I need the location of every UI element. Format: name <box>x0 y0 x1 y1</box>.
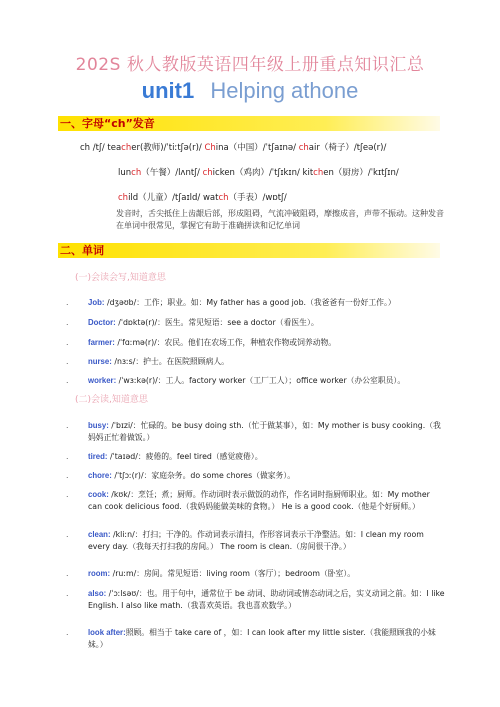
subheading-read-write: (一)会读会写,知道意思 <box>75 273 166 283</box>
phonics-word <box>107 143 204 153</box>
pronunciation-note: 发音时，舌尖抵住上齿龈后部，形成阻碍，气流冲破阻碍，摩擦成音，声带不振动。这种发音在单词中很常见，掌握它有助于准确拼读和记忆单词 <box>116 209 444 230</box>
vocab-definition: /ruːm/：房间。常见短语：living room（客厅）；bedroom（卧室）。 <box>110 569 356 578</box>
bullet: . <box>66 452 69 461</box>
document-title: 202S 秋人教版英语四年级上册重点知识汇总 <box>75 55 425 75</box>
phonics-line-3 <box>118 191 287 203</box>
bullet: . <box>66 569 69 578</box>
entry-text <box>88 489 446 512</box>
word-entry <box>66 588 446 611</box>
phonics-text: en（厨房）/ˈkɪtʃɪn/ <box>323 168 399 178</box>
vocab-definition: 照顾。相当于 take care of ，如：I can look after my little sister.（我能照顾我的小妹妹。） <box>88 628 436 649</box>
phonics-ch-highlight: ch <box>218 193 229 203</box>
phonics-ch-highlight: ch <box>118 193 129 203</box>
entry-text <box>88 356 446 368</box>
vocab-word: tired: <box>88 452 108 461</box>
entry-text <box>88 375 446 387</box>
phonics-line-2 <box>118 166 399 178</box>
bullet: . <box>66 357 69 366</box>
vocab-word: chore: <box>88 471 112 480</box>
vocab-word: worker: <box>88 376 117 385</box>
vocab-definition: /nɜːs/：护士。在医院照顾病人。 <box>111 357 229 366</box>
phonics-text: ch /tʃ/ <box>80 143 108 153</box>
phonics-word <box>299 143 387 153</box>
phonics-word <box>80 143 107 153</box>
word-entry <box>66 337 446 349</box>
bullet: . <box>66 338 69 347</box>
phonics-text: （手表）/wɒtʃ/ <box>228 193 287 203</box>
phonics-word <box>204 143 298 153</box>
vocab-definition: /kliːn/：打扫；干净的。作动词表示清扫，作形容词表示干净整洁。如：I clean my room every day.（我每天打扫我的房间。） The room is clean.（房间很干净。） <box>88 530 424 551</box>
word-entry <box>66 420 446 443</box>
phonics-text: er(教师)/ˈtiːtʃə(r)/ <box>131 143 205 153</box>
vocab-definition: /ˈdɒktə(r)/：医生。常见短语：see a doctor（看医生）。 <box>115 318 319 327</box>
entry-text <box>88 588 446 611</box>
entry-text <box>88 470 446 482</box>
section-heading-ch: 一、字母“ch”发音 <box>58 116 440 131</box>
word-entry <box>66 568 446 580</box>
vocab-word: nurse: <box>88 357 112 366</box>
section-heading-words: 二、单词 <box>58 243 440 258</box>
bullet: . <box>66 421 69 430</box>
vocab-definition: /ˈtaɪəd/：疲倦的。feel tired（感觉疲倦）。 <box>107 452 263 461</box>
unit-name: Helping athone <box>210 78 359 103</box>
word-entry <box>66 489 446 512</box>
word-entry <box>66 297 446 309</box>
entry-text <box>88 337 446 349</box>
entry-text <box>88 529 446 552</box>
word-entry <box>66 375 446 387</box>
bullet: . <box>66 589 69 598</box>
phonics-text: icken（鸡肉）/ˈtʃɪkɪn/ <box>212 168 303 178</box>
vocab-word: clean: <box>88 530 111 539</box>
phonics-ch-highlight: ch <box>298 143 309 153</box>
bullet: . <box>66 376 69 385</box>
entry-text <box>88 451 446 463</box>
vocab-word: cook: <box>88 490 109 499</box>
entry-text <box>88 568 446 580</box>
unit-label: unit1 <box>141 78 195 103</box>
vocab-word: room: <box>88 569 111 578</box>
vocab-word: also: <box>88 589 107 598</box>
phonics-text: （午餐）/lʌntʃ/ <box>141 168 203 178</box>
phonics-ch-highlight: ch <box>202 168 213 178</box>
phonics-word <box>118 168 203 178</box>
phonics-line-1 <box>80 141 386 153</box>
subheading-read: (二)会读,知道意思 <box>75 395 148 405</box>
bullet: . <box>66 471 69 480</box>
phonics-ch-highlight: ch <box>131 168 142 178</box>
word-entry <box>66 451 446 463</box>
word-entry <box>66 356 446 368</box>
vocab-word: Job: <box>88 298 105 307</box>
vocab-definition: /kʊk/：烹饪；煮；厨师。作动词时表示做饭的动作，作名词时指厨师职业。如：My mother can cook delicious food.（我妈妈能做美味的食物。） He is a good cook.（他是个好厨师。） <box>88 490 430 511</box>
vocab-word: look after: <box>88 628 126 637</box>
vocab-definition: /ˈɔːlsəʊ/：也。用于句中，通常位于 be 动词、助动词或情态动词之后，实义动词之前。如：I like English. I also like math.（我喜欢英语。我也喜欢数学。） <box>88 589 445 610</box>
entry-text <box>88 627 446 650</box>
phonics-word <box>118 193 203 203</box>
word-entry <box>66 317 446 329</box>
vocab-word: busy: <box>88 421 109 430</box>
phonics-text: kit <box>302 168 314 178</box>
bullet: . <box>66 628 69 637</box>
phonics-text: ina（中国）/ˈtʃaɪnə/ <box>215 143 299 153</box>
entry-text <box>88 317 446 329</box>
bullet: . <box>66 318 69 327</box>
unit-title <box>0 78 500 104</box>
phonics-text: lun <box>118 168 132 178</box>
word-entry <box>66 529 446 552</box>
vocab-word: farmer: <box>88 338 115 347</box>
vocab-definition: /ˈwɜːkə(r)/：工人。factory worker（工厂工人）；office worker（办公室职员）。 <box>116 376 406 385</box>
phonics-word <box>203 193 287 203</box>
phonics-word <box>303 168 399 178</box>
bullet: . <box>66 298 69 307</box>
word-entry <box>66 470 446 482</box>
vocab-definition: /ˈfɑːmə(r)/：农民。他们在农场工作，种植农作物或饲养动物。 <box>114 338 337 347</box>
vocab-definition: /ˈbɪzi/：忙碌的。be busy doing sth.（忙于做某事），如：My mother is busy cooking.（我妈妈正忙着做饭。） <box>88 421 441 442</box>
bullet: . <box>66 490 69 499</box>
vocab-word: Doctor: <box>88 318 116 327</box>
phonics-text: air（椅子）/tʃeə(r)/ <box>308 143 387 153</box>
phonics-text: ild（儿童）/tʃaɪld/ <box>128 193 203 203</box>
word-entry <box>66 627 446 650</box>
entry-text <box>88 297 446 309</box>
phonics-ch-highlight: ch <box>121 143 132 153</box>
phonics-text: wat <box>202 193 219 203</box>
phonics-ch-highlight: ch <box>313 168 324 178</box>
bullet: . <box>66 530 69 539</box>
phonics-text: tea <box>107 143 122 153</box>
vocab-definition: /dʒəʊb/：工作；职业。如：My father has a good job.（我爸爸有一份好工作。） <box>104 298 396 307</box>
phonics-ch-highlight: Ch <box>204 143 216 153</box>
phonics-word <box>203 168 303 178</box>
entry-text <box>88 420 446 443</box>
vocab-definition: /ˈtʃɔː(r)/：家庭杂务。do some chores（做家务）。 <box>111 471 296 480</box>
